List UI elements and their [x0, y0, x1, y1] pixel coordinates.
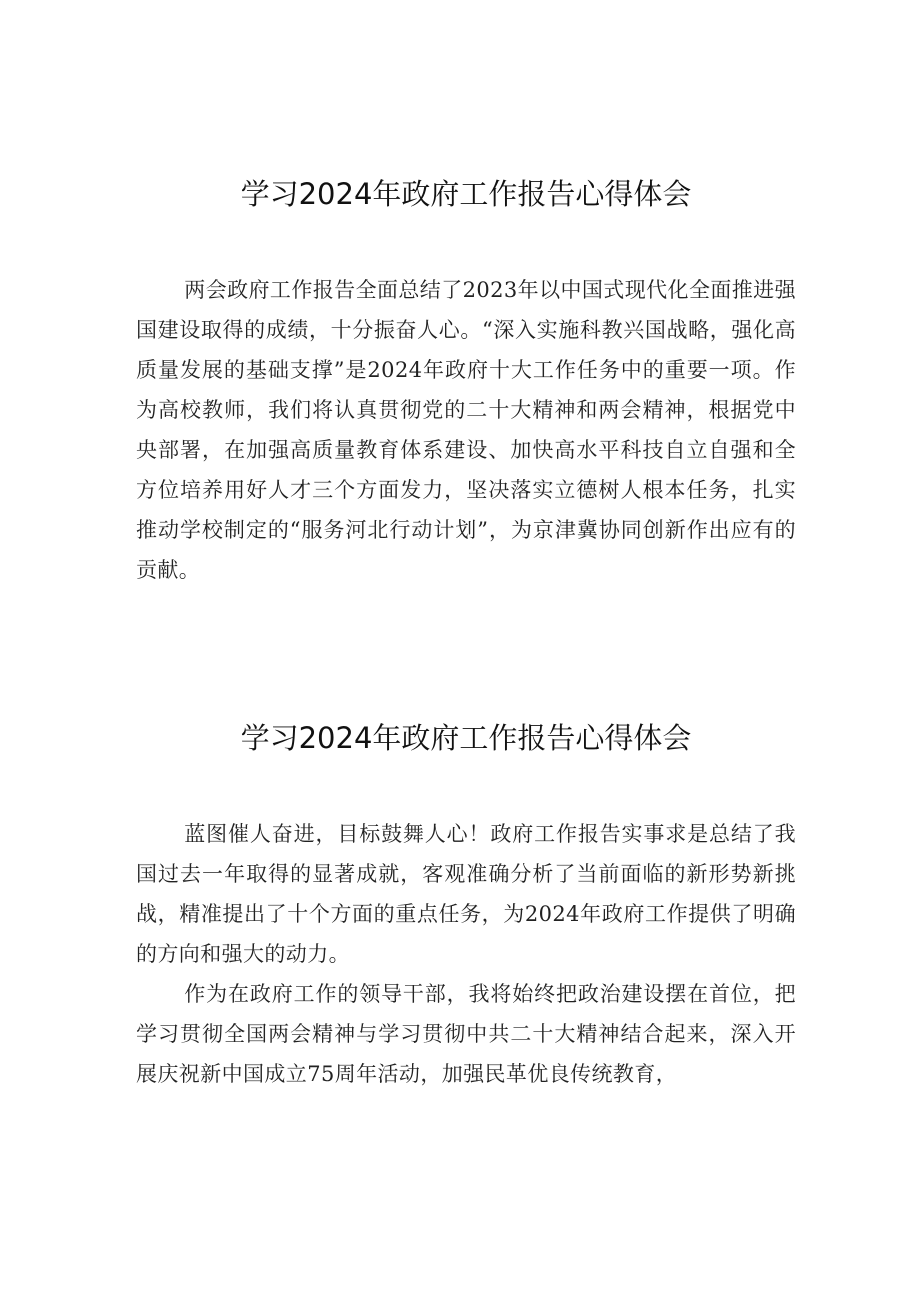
- article-paragraph: 两会政府工作报告全面总结了2023年以中国式现代化全面推进强国建设取得的成绩，十分振奋人心。“深入实施科教兴国战略，强化高质量发展的基础支撑”是2024年政府十大工作任务中的重要一项。作为高校教师，我们将认真贯彻党的二十大精神和两会精神，根据党中央部署，在加强高质量教育体系建设、加快高水平科技自立自强和全方位培养用好人才三个方面发力，坚决落实立德树人根本任务，扎实推动学校制定的“服务河北行动计划”，为京津冀协同创新作出应有的贡献。: [136, 278, 796, 582]
- article-paragraph: 蓝图催人奋进，目标鼓舞人心！政府工作报告实事求是总结了我国过去一年取得的显著成就，客观准确分析了当前面临的新形势新挑战，精准提出了十个方面的重点任务，为2024年政府工作提供了明确的方向和强大的动力。: [136, 822, 796, 966]
- article-title: 学习2024年政府工作报告心得体会: [240, 177, 692, 211]
- article-section-1: [136, 176, 796, 590]
- article-paragraph: 作为在政府工作的领导干部，我将始终把政治建设摆在首位，把学习贯彻全国两会精神与学习贯彻中共二十大精神结合起来，深入开展庆祝新中国成立75周年活动，加强民革优良传统教育，: [136, 982, 796, 1086]
- article-section-2: [136, 720, 796, 1094]
- article-title: 学习2024年政府工作报告心得体会: [240, 721, 692, 755]
